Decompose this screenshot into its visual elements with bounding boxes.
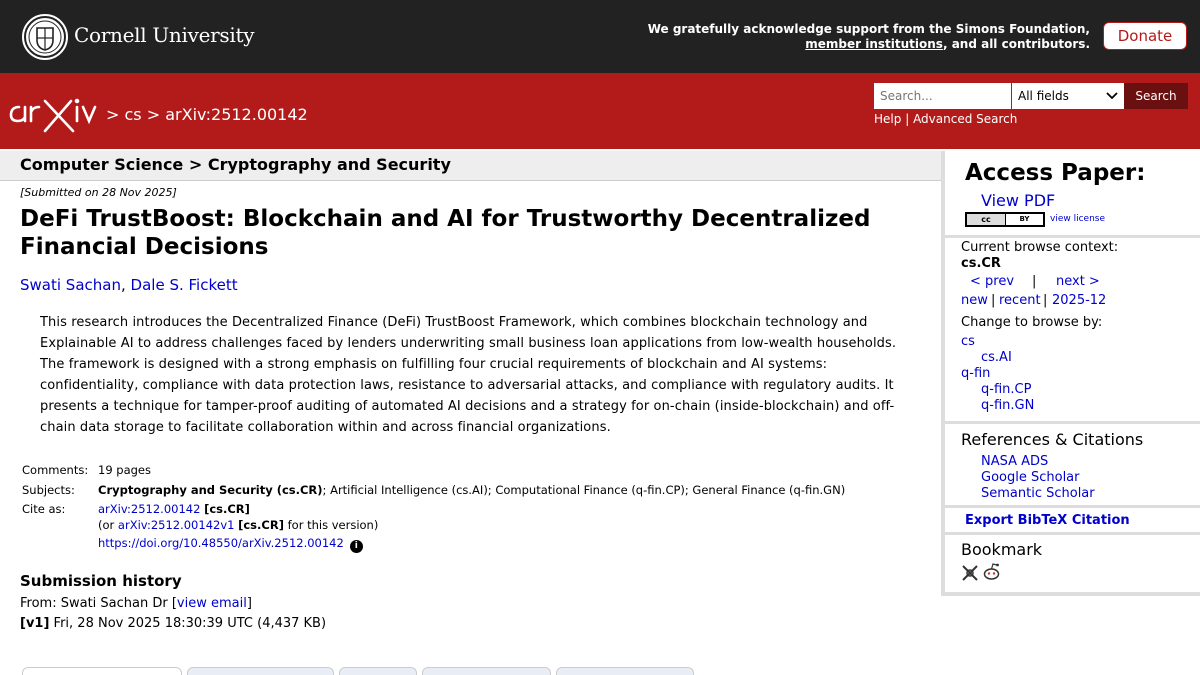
sidebar-divider [945, 505, 1200, 508]
browse-cs-ai-link[interactable]: cs.AI [981, 350, 1012, 365]
breadcrumb-cs[interactable]: cs [124, 105, 142, 124]
breadcrumb [106, 105, 308, 124]
next-link[interactable]: next > [1056, 274, 1100, 289]
tab[interactable] [339, 667, 417, 675]
export-bibtex-link[interactable]: Export BibTeX Citation [965, 513, 1130, 528]
from-text: From: Swati Sachan Dr [ [20, 596, 177, 611]
browse-qfin-gn-link[interactable]: q-fin.GN [981, 398, 1035, 413]
tab[interactable] [187, 667, 334, 675]
subject-breadcrumb: Computer Science > Cryptography and Security [20, 155, 451, 174]
prev-link[interactable]: < prev [970, 274, 1015, 289]
cite-v1-link[interactable]: arXiv:2512.00142v1 [117, 517, 235, 532]
sidebar-divider [945, 235, 1200, 238]
nav-sep: | [991, 293, 996, 308]
metadata-table [20, 461, 847, 555]
browse-qfin-link[interactable]: q-fin [961, 366, 991, 381]
semantic-scholar-link[interactable]: Semantic Scholar [981, 486, 1095, 501]
subjects-label: Subjects: [22, 482, 75, 497]
university-name[interactable]: Cornell University [74, 23, 255, 47]
browse-cs-link[interactable]: cs [961, 334, 975, 349]
sidebar [941, 151, 1200, 596]
access-paper-heading: Access Paper: [965, 160, 1146, 186]
view-email-link[interactable]: view email [176, 596, 247, 611]
nav-sep: | [1032, 274, 1037, 289]
author-link[interactable]: Dale S. Fickett [130, 276, 238, 294]
google-scholar-link[interactable]: Google Scholar [981, 470, 1080, 485]
arxiv-header [0, 73, 1200, 149]
breadcrumb-paper-id[interactable]: arXiv:2512.00142 [165, 105, 308, 124]
primary-subject: Cryptography and Security (cs.CR) [98, 482, 323, 497]
cite-v1-rest: for this version) [287, 517, 379, 532]
bibsonomy-icon[interactable] [961, 564, 979, 586]
chevron-down-icon [1106, 83, 1118, 118]
doi-link[interactable]: https://doi.org/10.48550/arXiv.2512.00142 [98, 536, 344, 550]
browse-qfin-cp-link[interactable]: q-fin.CP [981, 382, 1032, 397]
other-subjects: ; Artificial Intelligence (cs.AI); Computational Finance (q-fin.CP); General Finance (q-fin.GN) [322, 482, 846, 497]
breadcrumb-sep: > [146, 105, 161, 124]
cite-category: [cs.CR] [204, 502, 250, 516]
recent-link[interactable]: recent [999, 293, 1041, 308]
advanced-search-link[interactable]: Advanced Search [913, 112, 1018, 126]
member-institutions-link[interactable]: member institutions [805, 37, 943, 51]
comments-value: 19 pages [98, 463, 152, 477]
cc-label: cc [967, 214, 1005, 225]
references-heading: References & Citations [961, 430, 1144, 449]
nasa-ads-link[interactable]: NASA ADS [981, 454, 1049, 469]
bookmark-heading: Bookmark [961, 540, 1043, 559]
by-label: BY [1006, 214, 1043, 225]
from-close: ] [246, 596, 252, 611]
tab[interactable] [22, 667, 182, 675]
version-date: Fri, 28 Nov 2025 18:30:39 UTC (4,437 KB) [53, 616, 327, 631]
donate-button[interactable]: Donate [1103, 22, 1187, 50]
top-bar [0, 0, 1200, 73]
breadcrumb-sep: > [106, 105, 120, 124]
month-link[interactable]: 2025-12 [1052, 293, 1107, 308]
view-license-link[interactable]: view license [1050, 214, 1106, 224]
cite-id-link[interactable]: arXiv:2512.00142 [98, 502, 201, 516]
authors [20, 276, 238, 294]
tab[interactable] [422, 667, 551, 675]
comments-label: Comments: [22, 463, 89, 477]
tab[interactable] [556, 667, 694, 675]
ack-line-1: We gratefully acknowledge support from the Simons Foundation, [647, 22, 1090, 36]
help-sep: | [905, 112, 910, 126]
version-tag: [v1] [20, 616, 50, 631]
cornell-seal-icon[interactable] [22, 14, 68, 60]
search-field-value: All fields [1018, 89, 1069, 103]
change-browse-label: Change to browse by: [961, 315, 1103, 330]
submitted-date: [Submitted on 28 Nov 2025] [20, 186, 177, 199]
sidebar-divider [945, 532, 1200, 535]
help-link[interactable]: Help [874, 112, 902, 126]
submission-history-heading: Submission history [20, 572, 182, 590]
search-button[interactable]: Search [1124, 83, 1188, 109]
cc-by-license-icon[interactable] [965, 212, 1045, 227]
version-v1 [20, 616, 326, 631]
nav-sep: | [1043, 293, 1048, 308]
new-link[interactable]: new [961, 293, 988, 308]
reddit-icon[interactable] [982, 562, 1001, 586]
sidebar-divider [945, 421, 1200, 424]
ack-line-2-rest: , and all contributors. [942, 37, 1090, 51]
cite-label: Cite as: [22, 502, 66, 516]
submission-from [20, 596, 252, 611]
search-field-select[interactable] [1012, 83, 1124, 109]
browse-context-value: cs.CR [961, 256, 1001, 271]
browse-context-label: Current browse context: [961, 240, 1119, 255]
help-links [874, 112, 1017, 126]
cite-or: (or [98, 517, 115, 532]
paper-title: DeFi TrustBoost: Blockchain and AI for Trustworthy Decentralized Financial Decisions [20, 206, 871, 260]
acknowledgement [648, 22, 1090, 52]
arxiv-logo-icon[interactable] [9, 91, 101, 139]
author-link[interactable]: Swati Sachan [20, 276, 121, 294]
info-icon[interactable]: i [350, 540, 363, 553]
abstract: This research introduces the Decentralized Finance (DeFi) TrustBoost Framework, which combines blockchain technology and Explainable AI to address challenges faced by lenders underwriting small business loan applications from low-wealth households. The framework is designed with a strong emphasis on fulfilling four crucial requirements of blockchain and AI systems: confidentiality, compliance with data protection laws, resistance to adversarial attacks, and compliance with regulatory audits. It presents a technique for tamper-proof auditing of automated AI decisions and a strategy for on-chain (inside-blockchain) and off-chain data storage to facilitate collaboration within and across financial organizations. [40, 315, 897, 435]
cite-v1-category: [cs.CR] [238, 517, 284, 532]
view-pdf-link[interactable]: View PDF [981, 191, 1056, 210]
subject-bar [0, 151, 941, 181]
search-input[interactable] [874, 83, 1011, 109]
author-sep: , [120, 276, 126, 294]
